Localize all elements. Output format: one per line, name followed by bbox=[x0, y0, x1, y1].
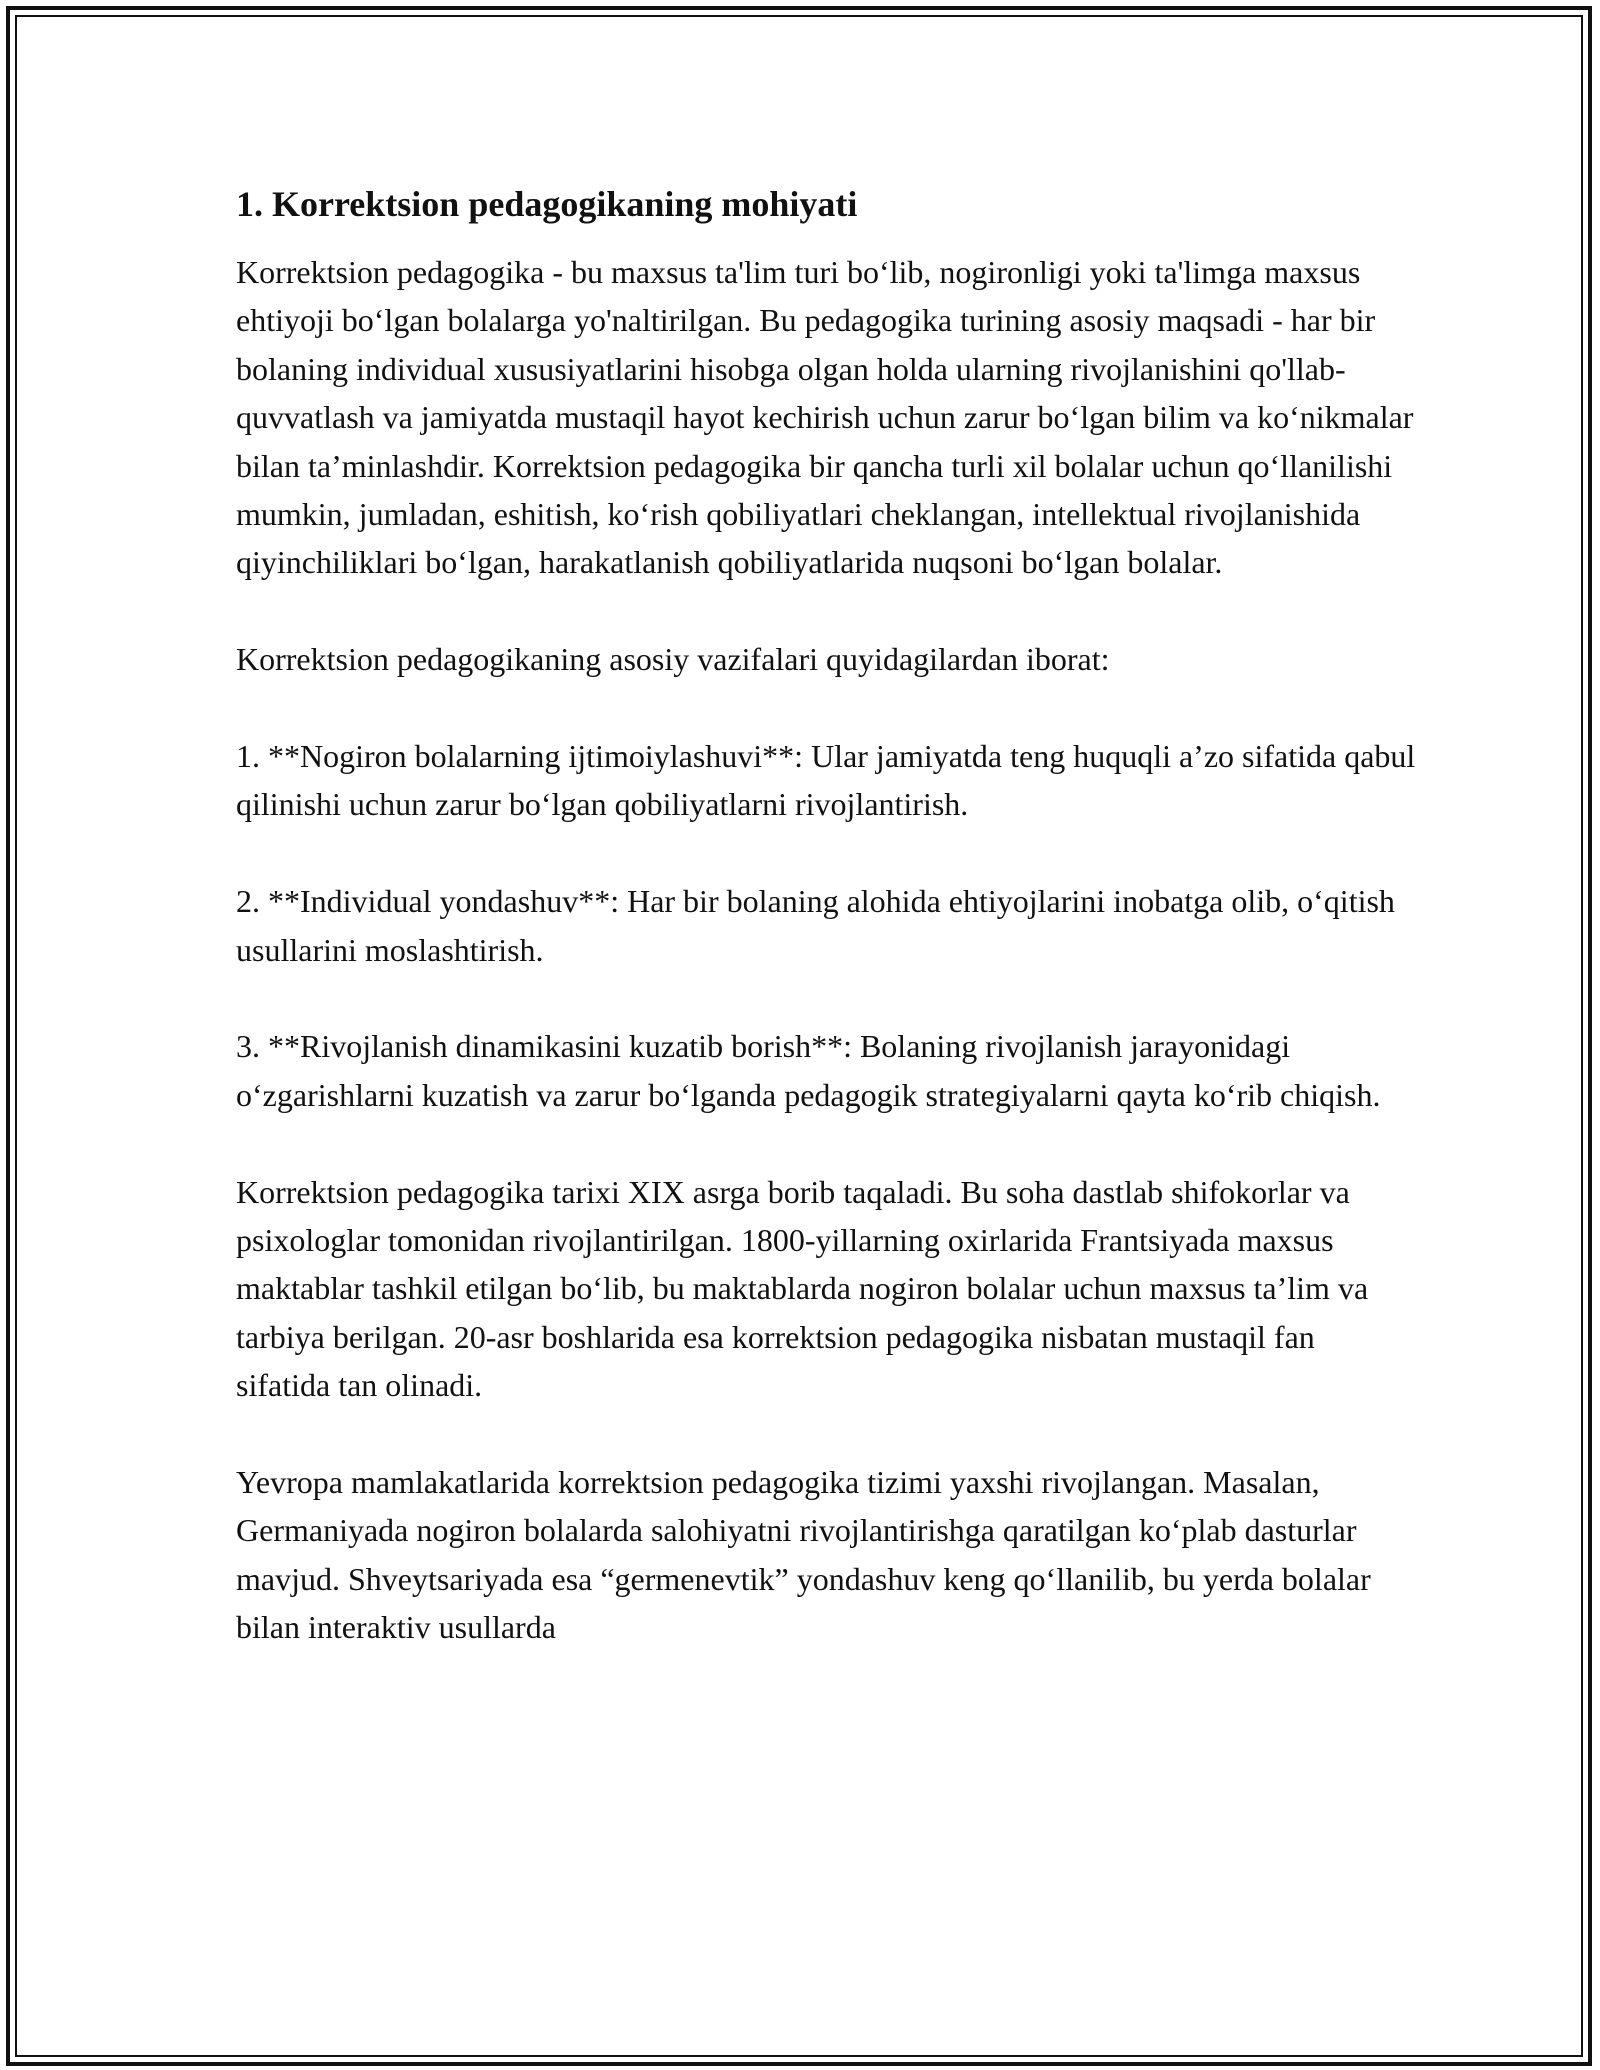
paragraph-europe: Yevropa mamlakatlarida korrektsion pedagogika tizimi yaxshi rivojlangan. Masalan, Germaniyada nogiron bolalarda salohiyatni rivojlantirishga qaratilgan ko‘plab dasturlar mavjud. Shveytsariyada esa “germenevtik” yondashuv keng qo‘llanilib, bu yerda bolalar bilan interaktiv usullarda bbox=[236, 1464, 1371, 1646]
paragraph-definition: Korrektsion pedagogika - bu maxsus ta'lim turi bo‘lib, nogironligi yoki ta'limga maxsus ehtiyoji bo‘lgan bolalarga yo'naltirilgan. Bu pedagogika turining asosiy maqsadi - har bir bolaning individual xususiyatlarini hisobga olgan holda ularning rivojlanishini qo'llab-quvvatlash va jamiyatda mustaqil hayot kechirish uchun zarur bo‘lgan bilim va ko‘nikmalar bilan ta’minlashdir. Korrektsion pedagogika bir qancha turli xil bolalar uchun qo‘llanilishi mumkin, jumladan, eshitish, ko‘rish qobiliyatlari cheklangan, intellektual rivojlanishida qiyinchiliklari bo‘lgan, harakatlanish qobiliyatlarida nuqsoni bo‘lgan bolalar. bbox=[236, 254, 1414, 581]
paragraph-tasks-intro: Korrektsion pedagogikaning asosiy vazifalari quyidagilardan iborat: bbox=[236, 641, 1110, 678]
section-heading: 1. Korrektsion pedagogikaning mohiyati bbox=[236, 184, 858, 224]
list-item-development-monitoring: 3. **Rivojlanish dinamikasini kuzatib borish**: Bolaning rivojlanish jarayonidagi o‘zgarishlarni kuzatish va zarur bo‘lganda pedagogik strategiyalarni qayta ko‘rib chiqish. bbox=[236, 1028, 1381, 1113]
paragraph-history: Korrektsion pedagogika tarixi XIX asrga borib taqaladi. Bu soha dastlab shifokorlar va psixologlar tomonidan rivojlantirilgan. 1800-yillarning oxirlarida Frantsiyada maxsus maktablar tashkil etilgan bo‘lib, bu maktablarda nogiron bolalar uchun maxsus ta’lim va tarbiya berilgan. 20-asr boshlarida esa korrektsion pedagogika nisbatan mustaqil fan sifatida tan olinadi. bbox=[236, 1173, 1369, 1404]
document-body bbox=[236, 180, 1416, 1700]
list-item-individual-approach: 2. **Individual yondashuv**: Har bir bolaning alohida ehtiyojlarini inobatga olib, o‘qitish usullarini moslashtirish. bbox=[236, 883, 1395, 968]
list-item-socialization: 1. **Nogiron bolalarning ijtimoiylashuvi**: Ular jamiyatda teng huquqli a’zo sifatida qabul qilinishi uchun zarur bo‘lgan qobiliyatlarni rivojlantirish. bbox=[236, 738, 1416, 823]
